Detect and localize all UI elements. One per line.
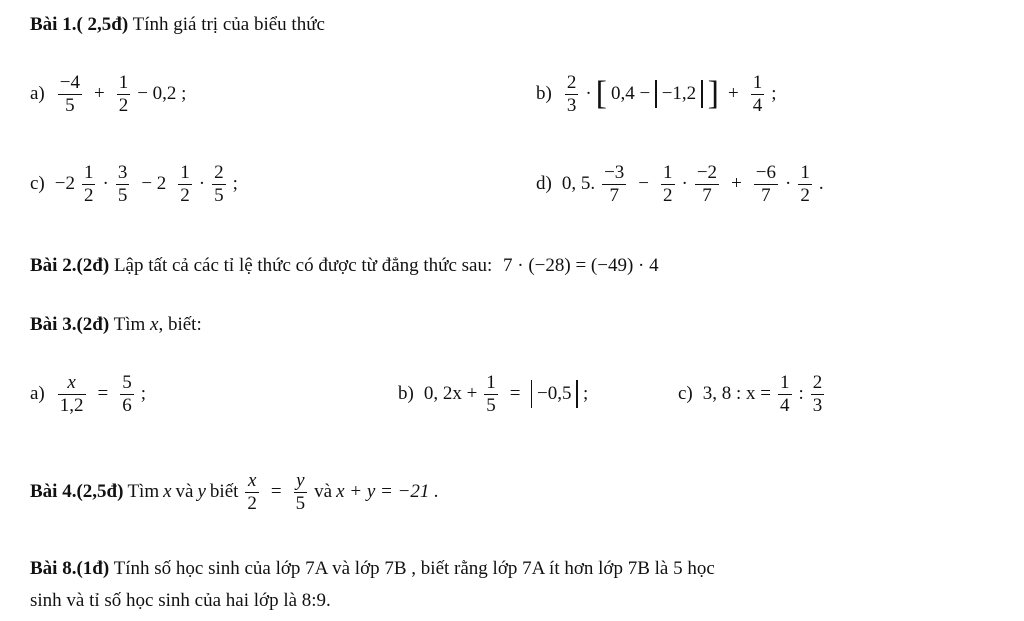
left-bracket: [ bbox=[595, 75, 607, 113]
denominator: 2 bbox=[180, 184, 190, 206]
fraction bbox=[58, 372, 86, 417]
denominator: 5 bbox=[486, 394, 496, 416]
fraction bbox=[294, 470, 308, 515]
denominator: 1,2 bbox=[59, 394, 84, 416]
denominator: 4 bbox=[780, 394, 790, 416]
abs-value: −0,5 bbox=[537, 383, 572, 405]
item-label: c) bbox=[30, 173, 45, 195]
operator: = bbox=[270, 481, 282, 503]
punctuation: ; bbox=[232, 173, 238, 195]
item-label: a) bbox=[30, 83, 45, 105]
problem-3c bbox=[678, 372, 827, 417]
item-label: b) bbox=[536, 83, 552, 105]
operator: = bbox=[97, 383, 109, 405]
fraction bbox=[178, 162, 192, 207]
expression-text: − 2 bbox=[141, 173, 167, 195]
problem-3b bbox=[398, 372, 588, 417]
problem-1d bbox=[536, 162, 824, 207]
numerator: x bbox=[245, 470, 259, 493]
problem-1-label: Bài 1.( 2,5đ) bbox=[30, 14, 129, 35]
fraction bbox=[116, 162, 130, 207]
fraction bbox=[117, 72, 131, 117]
operator: − bbox=[638, 173, 650, 195]
expression-text: 3, 8 : x = bbox=[702, 383, 772, 405]
problem-1c bbox=[30, 162, 238, 207]
expression-text: 0,4 − bbox=[610, 83, 651, 105]
problem-4 bbox=[30, 470, 439, 515]
numerator: 1 bbox=[83, 162, 94, 183]
operator: + bbox=[93, 83, 105, 105]
problem-8-line-1 bbox=[30, 558, 715, 580]
operator: · bbox=[585, 83, 592, 105]
expression-text: − 0,2 ; bbox=[137, 83, 187, 105]
punctuation: ; bbox=[140, 383, 147, 405]
fraction bbox=[212, 162, 226, 207]
problem-3-text: Tìm bbox=[113, 314, 146, 335]
numerator: 2 bbox=[566, 72, 577, 93]
problem-1-heading bbox=[30, 14, 325, 36]
problem-2-text: Lập tất cả các tỉ lệ thức có được từ đẳng thức sau: bbox=[113, 255, 493, 276]
denominator: 2 bbox=[118, 94, 129, 116]
fraction bbox=[58, 72, 82, 117]
numerator: −4 bbox=[59, 72, 80, 93]
numerator: −6 bbox=[755, 162, 776, 183]
denominator: 5 bbox=[295, 492, 306, 514]
punctuation: ; bbox=[771, 83, 777, 105]
denominator: 7 bbox=[761, 184, 771, 206]
operator: · bbox=[102, 173, 109, 195]
operator: · bbox=[198, 173, 206, 195]
problem-4-text: biết bbox=[209, 481, 239, 503]
denominator: 5 bbox=[65, 94, 75, 116]
fraction bbox=[754, 162, 778, 207]
numerator: −3 bbox=[604, 162, 625, 183]
item-label: d) bbox=[536, 173, 552, 195]
problem-3-heading bbox=[30, 314, 202, 336]
problem-2-equation: 7 · (−28) = (−49) · 4 bbox=[503, 255, 659, 276]
numerator: 2 bbox=[214, 162, 224, 183]
problem-8-text: Tính số học sinh của lớp 7A và lớp 7B , biết rằng lớp 7A ít hơn lớp 7B là 5 học bbox=[113, 558, 715, 579]
denominator: 7 bbox=[702, 184, 712, 206]
problem-3a bbox=[30, 372, 146, 417]
operator: · bbox=[681, 173, 688, 195]
numerator: 1 bbox=[800, 162, 810, 183]
denominator: 2 bbox=[663, 184, 673, 206]
fraction bbox=[798, 162, 812, 207]
numerator: 1 bbox=[752, 72, 763, 93]
item-label: b) bbox=[398, 383, 414, 405]
operator: · bbox=[785, 173, 792, 195]
problem-8-label: Bài 8.(1đ) bbox=[30, 558, 110, 579]
problem-1-text: Tính giá trị của biểu thức bbox=[132, 14, 325, 35]
problem-4-text: và bbox=[314, 481, 333, 503]
problem-4-label: Bài 4.(2,5đ) bbox=[30, 481, 124, 503]
punctuation: ; bbox=[582, 383, 589, 405]
fraction bbox=[695, 162, 719, 207]
problem-8-line-2 bbox=[30, 590, 331, 612]
fraction bbox=[245, 470, 259, 515]
fraction bbox=[751, 72, 765, 117]
problem-4-text: và bbox=[175, 481, 194, 503]
fraction bbox=[602, 162, 626, 207]
denominator: 2 bbox=[800, 184, 810, 206]
problem-1b bbox=[536, 72, 777, 117]
operator: + bbox=[728, 83, 739, 105]
abs-value: −1,2 bbox=[661, 83, 697, 105]
denominator: 2 bbox=[83, 184, 94, 206]
denominator: 7 bbox=[609, 184, 619, 206]
right-bracket: ] bbox=[707, 75, 719, 113]
operator: : bbox=[798, 383, 804, 405]
problem-1a bbox=[30, 72, 186, 117]
fraction bbox=[661, 162, 675, 207]
fraction bbox=[484, 372, 498, 417]
expression-text: 0, 5. bbox=[561, 173, 596, 195]
fraction bbox=[120, 372, 134, 417]
problem-2-label: Bài 2.(2đ) bbox=[30, 255, 110, 276]
numerator: 1 bbox=[663, 162, 673, 183]
denominator: 4 bbox=[752, 94, 763, 116]
numerator: 1 bbox=[780, 372, 790, 393]
abs-bar bbox=[576, 380, 578, 408]
denominator: 3 bbox=[812, 394, 823, 416]
fraction bbox=[565, 72, 579, 117]
operator: = bbox=[509, 383, 521, 405]
variable: y bbox=[197, 481, 206, 503]
item-label: a) bbox=[30, 383, 45, 405]
numerator: −2 bbox=[696, 162, 718, 183]
numerator: 1 bbox=[180, 162, 190, 183]
numerator: 1 bbox=[118, 72, 129, 93]
numerator: 3 bbox=[117, 162, 128, 183]
operator: + bbox=[731, 173, 742, 195]
numerator: y bbox=[294, 470, 308, 493]
denominator: 5 bbox=[117, 184, 128, 206]
problem-3-text: , biết: bbox=[158, 314, 202, 335]
denominator: 6 bbox=[122, 394, 132, 416]
numerator: 2 bbox=[812, 372, 823, 393]
variable: x bbox=[150, 314, 159, 335]
variable: x bbox=[163, 481, 172, 503]
denominator: 2 bbox=[247, 492, 257, 514]
problem-4-equation: x + y = −21 . bbox=[336, 481, 439, 503]
problem-8-text: sinh và tỉ số học sinh của hai lớp là 8:9. bbox=[30, 590, 331, 611]
fraction bbox=[778, 372, 792, 417]
expression-text: −2 bbox=[54, 173, 75, 195]
problem-4-text: Tìm bbox=[127, 481, 160, 503]
abs-bar bbox=[531, 380, 533, 408]
denominator: 5 bbox=[214, 184, 224, 206]
denominator: 3 bbox=[566, 94, 577, 116]
abs-bar bbox=[701, 80, 703, 108]
numerator: 5 bbox=[122, 372, 132, 393]
punctuation: . bbox=[818, 173, 824, 195]
fraction bbox=[82, 162, 96, 207]
numerator: x bbox=[58, 372, 86, 395]
problem-2 bbox=[30, 255, 659, 277]
item-label: c) bbox=[678, 383, 693, 405]
expression-text: 0, 2x + bbox=[423, 383, 478, 405]
fraction bbox=[811, 372, 825, 417]
problem-3-label: Bài 3.(2đ) bbox=[30, 314, 110, 335]
numerator: 1 bbox=[486, 372, 496, 393]
abs-bar bbox=[655, 80, 657, 108]
